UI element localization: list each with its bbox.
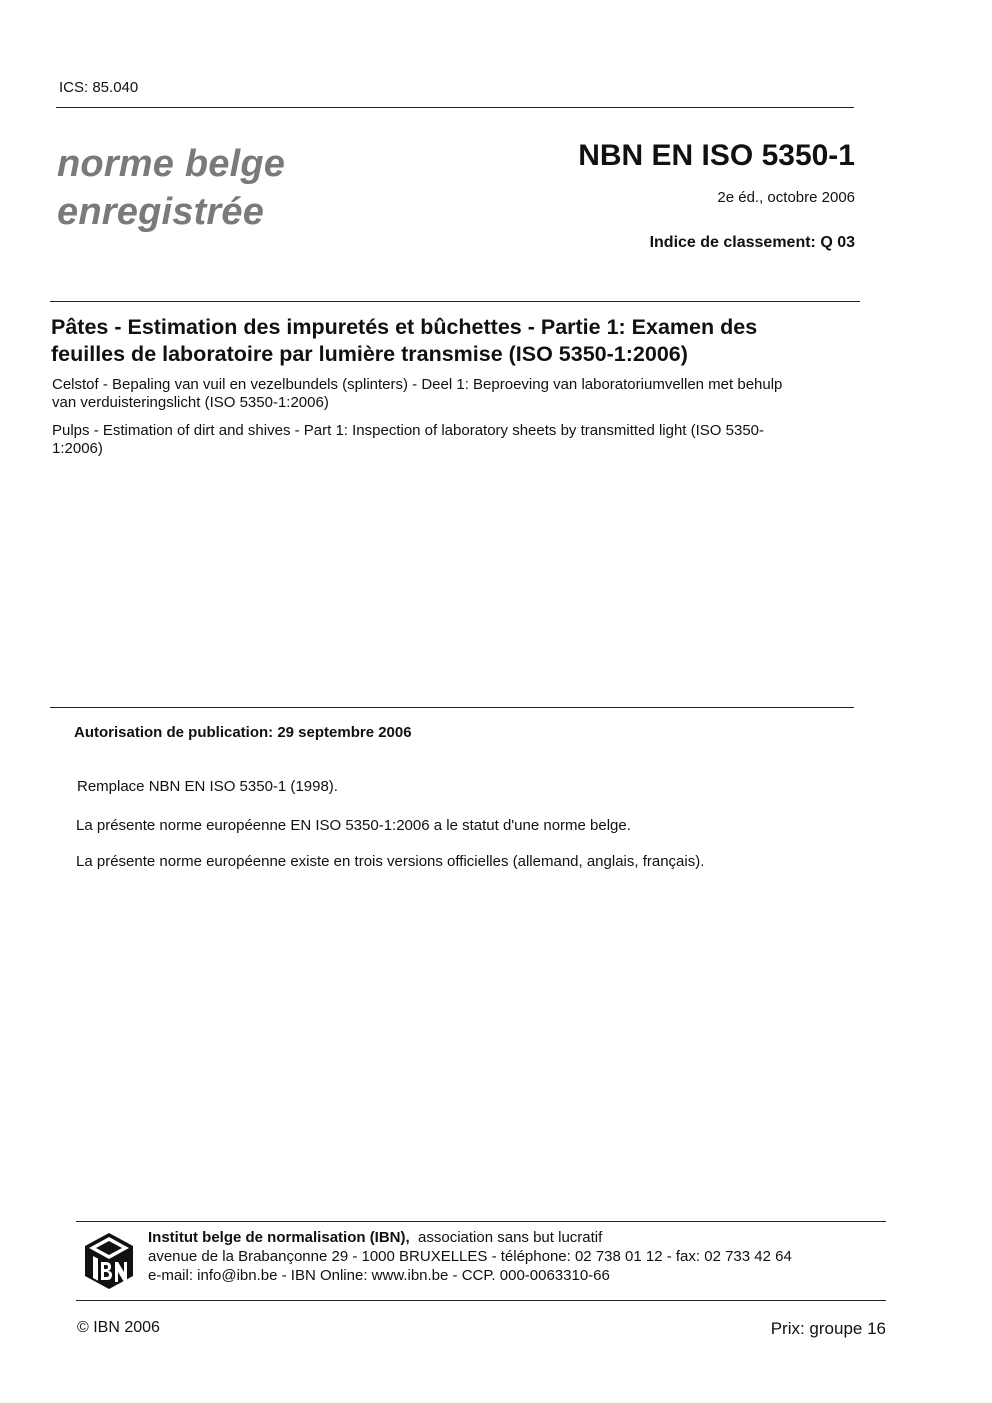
title-english-line-1: Pulps - Estimation of dirt and shives - Part 1: Inspection of laboratory sheets by transmitted light (ISO 5350- (52, 422, 765, 439)
ics-code: ICS: 85.040 (59, 79, 139, 96)
institute-name: Institut belge de normalisation (IBN), (148, 1229, 410, 1246)
copyright: © IBN 2006 (77, 1319, 160, 1336)
norme-belge-label (57, 140, 285, 236)
title-english (52, 422, 852, 458)
edition: 2e éd., octobre 2006 (717, 189, 855, 206)
standard-number: NBN EN ISO 5350-1 (578, 139, 855, 172)
title-french-line-1: Pâtes - Estimation des impuretés et bûchettes - Partie 1: Examen des (51, 315, 758, 339)
institute-contact: e-mail: info@ibn.be - IBN Online: www.ibn.be - CCP. 000-0063310-66 (148, 1267, 610, 1284)
footer-rule-bottom (76, 1300, 886, 1301)
footer-rule-top (76, 1221, 886, 1222)
title-dutch-line-2: van verduisteringslicht (ISO 5350-1:2006) (52, 394, 329, 411)
institute-description: association sans but lucratif (418, 1229, 603, 1246)
title-english-line-2: 1:2006) (52, 440, 103, 457)
publication-authorisation: Autorisation de publication: 29 septembre 2006 (74, 724, 412, 741)
norme-line-1: norme belge (57, 143, 286, 185)
price-group: Prix: groupe 16 (770, 1319, 886, 1338)
title-rule-bottom (50, 707, 854, 708)
institute-address: avenue de la Brabançonne 29 - 1000 BRUXELLES - téléphone: 02 738 01 12 - fax: 02 733 42 64 (148, 1248, 792, 1265)
title-dutch (52, 376, 872, 412)
norme-line-2: enregistrée (57, 191, 265, 233)
title-french (51, 314, 851, 368)
header-rule (56, 107, 854, 108)
title-french-line-2: feuilles de laboratoire par lumière transmise (ISO 5350-1:2006) (51, 342, 688, 366)
versions-note: La présente norme européenne existe en trois versions officielles (allemand, anglais, français). (76, 853, 705, 870)
replaces-note: Remplace NBN EN ISO 5350-1 (1998). (77, 778, 338, 795)
ibn-logo-icon (84, 1232, 134, 1290)
status-note: La présente norme européenne EN ISO 5350-1:2006 a le statut d'une norme belge. (76, 817, 631, 834)
institute-line (148, 1228, 602, 1247)
title-dutch-line-1: Celstof - Bepaling van vuil en vezelbundels (splinters) - Deel 1: Beproeving van laboratoriumvellen met behulp (52, 376, 783, 393)
title-rule-top (50, 301, 860, 302)
classification-index: Indice de classement: Q 03 (649, 234, 855, 251)
